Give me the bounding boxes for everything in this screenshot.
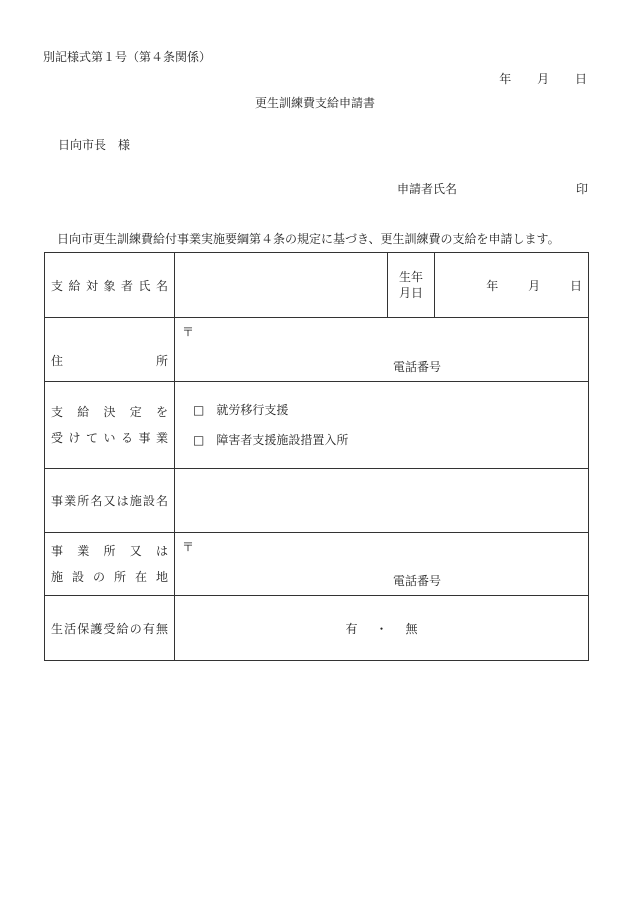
service-option-label: 障害者支援施設措置入所 — [216, 433, 349, 447]
application-form-table — [44, 252, 589, 661]
postal-mark-icon: 〒 — [182, 325, 195, 339]
recipient-name-label: 支給対象者氏名 — [51, 278, 168, 293]
addressee: 日向市長 様 — [58, 138, 131, 152]
facility-name-field[interactable] — [175, 469, 589, 533]
service-option-employment-transition[interactable] — [175, 395, 588, 425]
address-label: 住所 — [51, 354, 168, 368]
service-option-label: 就労移行支援 — [216, 403, 289, 417]
date-of-birth-label-line1: 生年 — [398, 270, 423, 284]
postal-mark-icon: 〒 — [182, 540, 195, 554]
service-options-cell — [175, 382, 589, 469]
address-phone-label: 電話番号 — [393, 360, 442, 374]
dob-month-label: 月 — [528, 278, 541, 293]
service-label-line2: 受けている事業 — [51, 431, 168, 445]
welfare-yes-option[interactable]: 有 — [345, 621, 358, 636]
welfare-separator: ・ — [375, 621, 388, 636]
facility-address-label-line2: 施設の所在地 — [51, 570, 168, 584]
table-row-welfare — [45, 596, 589, 661]
table-row-recipient-name — [45, 253, 589, 318]
facility-phone-label: 電話番号 — [393, 574, 442, 588]
date-year-label: 年 — [499, 72, 512, 86]
facility-address-label-cell — [45, 533, 175, 596]
recipient-name-label-cell — [45, 253, 175, 318]
application-statement: 日向市更生訓練費給付事業実施要綱第４条の規定に基づき、更生訓練費の支給を申請します。 — [57, 232, 560, 246]
date-of-birth-label-line2: 月日 — [398, 286, 423, 300]
service-label-line1: 支給決定を — [51, 405, 168, 419]
table-row-address — [45, 318, 589, 382]
form-reference: 別記様式第１号（第４条関係） — [43, 50, 212, 64]
recipient-name-field[interactable] — [175, 253, 388, 318]
date-of-birth-label-cell — [388, 253, 435, 318]
address-label-cell — [45, 318, 175, 382]
service-label-cell — [45, 382, 175, 469]
address-field[interactable] — [175, 318, 589, 382]
facility-address-label-line1: 事業所又は — [51, 544, 168, 558]
dob-day-label: 日 — [569, 278, 582, 293]
checkbox-icon[interactable]: □ — [193, 433, 205, 447]
facility-name-label-cell — [45, 469, 175, 533]
applicant-name-label: 申請者氏名 — [397, 182, 458, 196]
date-of-birth-field[interactable] — [435, 253, 589, 318]
application-date — [477, 71, 587, 87]
seal-mark: 印 — [576, 182, 589, 196]
facility-name-label: 事業所名又は施設名 — [51, 494, 168, 508]
welfare-label: 生活保護受給の有無 — [51, 621, 168, 636]
welfare-label-cell — [45, 596, 175, 661]
date-day-label: 日 — [574, 72, 587, 86]
date-month-label: 月 — [537, 72, 550, 86]
service-option-facility-placement[interactable] — [175, 425, 588, 455]
welfare-no-option[interactable]: 無 — [405, 621, 418, 636]
facility-address-field[interactable] — [175, 533, 589, 596]
table-row-facility-name — [45, 469, 589, 533]
welfare-choice-cell — [175, 596, 589, 661]
document-title: 更生訓練費支給申請書 — [254, 96, 375, 110]
table-row-service — [45, 382, 589, 469]
table-row-facility-address — [45, 533, 589, 596]
dob-year-label: 年 — [486, 278, 499, 293]
checkbox-icon[interactable]: □ — [193, 403, 205, 417]
